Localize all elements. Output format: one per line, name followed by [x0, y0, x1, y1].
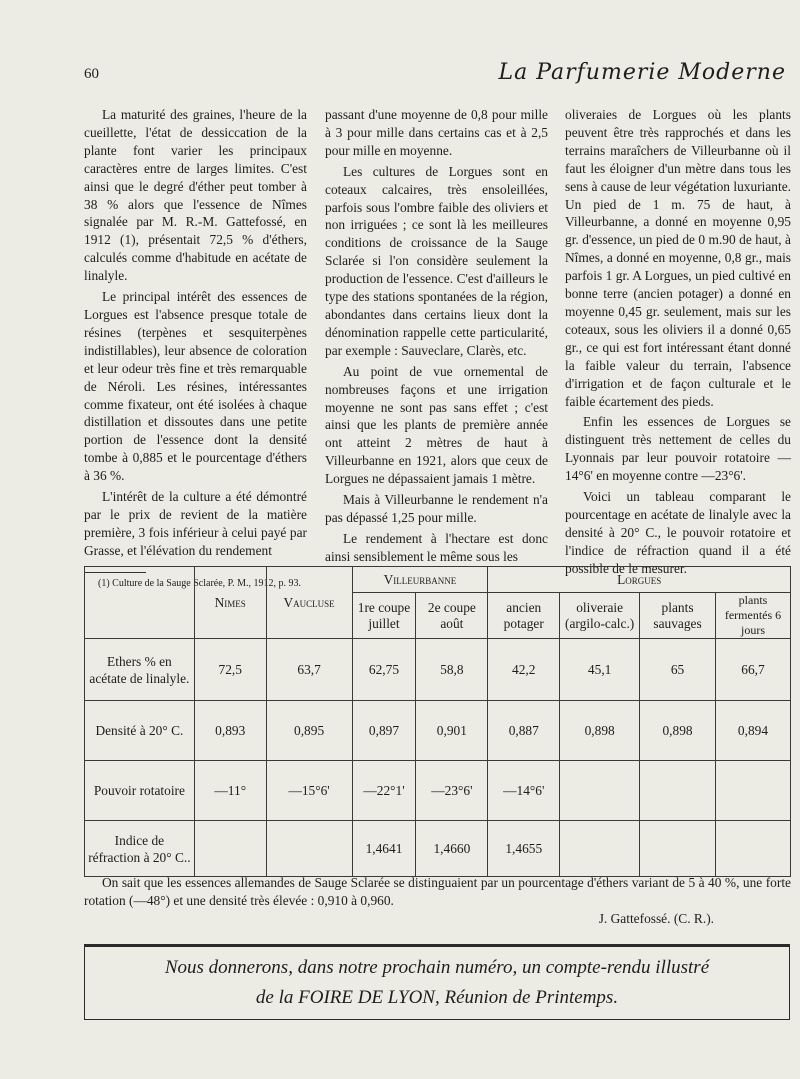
- row-label-pouvoir-rotatoire: Pouvoir rotatoire: [85, 761, 195, 821]
- header-plants-fermentes: plants fermentés 6 jours: [716, 593, 791, 639]
- table-corner: [85, 567, 195, 639]
- paragraph: Voici un tableau comparant le pourcentage en acétate de linalyle avec la densité à 20° C., le pouvoir rotatoire et l'indice de réfraction quand il a été possible de le mesurer.: [565, 489, 791, 576]
- paragraph: La maturité des graines, l'heure de la cueillette, l'état de dessiccation de la plante font varier les principaux caractères entre de larges limites. C'est ainsi que le degré d'éther peut tomber à 38 % alors que l'essence de Nîmes signalée par M. R.-M. Gattefossé, en 1912 (1), présentait 72,5 % d'éthers, calculés comme d'habitude en acétate de linalyle.: [84, 107, 307, 284]
- header-vaucluse: Vaucluse: [266, 567, 352, 639]
- table-row: [85, 639, 791, 701]
- cell: 42,2: [488, 639, 560, 701]
- table-row: [85, 821, 791, 877]
- cell: 0,893: [194, 701, 266, 761]
- cell: 72,5: [194, 639, 266, 701]
- header-nimes: Nimes: [194, 567, 266, 639]
- cell: —11°: [194, 761, 266, 821]
- cell: 0,897: [352, 701, 416, 761]
- paragraph: Au point de vue ornemental de nombreuses façons et une irrigation moyenne ne sont pas sans effet ; c'est ainsi que les plants de première année ont atteint 2 mètres de haut à Villeurbanne en 1921, alors que ceux de Lorgues ne dépassaient jamais 1 mètre.: [325, 363, 548, 487]
- cell: 0,894: [716, 701, 791, 761]
- announcement-box: [84, 944, 790, 1020]
- cell: [560, 761, 640, 821]
- paragraph: Le rendement à l'hectare est donc ainsi sensiblement le même sous les: [325, 530, 548, 564]
- cell: 45,1: [560, 639, 640, 701]
- cell: [640, 761, 716, 821]
- paragraph: oliveraies de Lorgues où les plants peuvent être très rapprochés et dans les terrains maraîchers de Villeurbanne où il faut les éloigner d'un mètre dans tous les sens à cause de leur végétation luxuriante. Un pied de 1 m. 75 de haut, à Villeurbanne, a donné en moyenne 0,95 gr. d'essence, un pied de 0 m.90 de haut, à Nîmes, a donné en moyenne, 0,8 gr., mais parfois 1 gr. A Lorgues, un pied cultivé en bonne terre (ancien potager) a donné en moyenne 0,45 gr. seulement, mais sur les coteaux, sous les oliviers il a donné 0,65 gr., ce qui est fort intéressant étant donné la faible valeur du terrain, l'absence d'irrigation et de façon culturale et le faible écartement des pieds.: [565, 107, 791, 409]
- comparison-table: [84, 566, 791, 877]
- cell: [194, 821, 266, 877]
- cell: [266, 821, 352, 877]
- cell: 1,4660: [416, 821, 488, 877]
- cell: —22°1': [352, 761, 416, 821]
- table-row: [85, 701, 791, 761]
- cell: [716, 821, 791, 877]
- publication-title: La Parfumerie Moderne: [498, 60, 786, 85]
- page-number: 60: [84, 66, 99, 82]
- table-row: [85, 761, 791, 821]
- cell: 1,4655: [488, 821, 560, 877]
- cell: [640, 821, 716, 877]
- author-signature: J. Gattefossé. (C. R.).: [598, 911, 714, 926]
- cell: 65: [640, 639, 716, 701]
- paragraph: Le principal intérêt des essences de Lorgues est l'absence presque totale de résines (terpènes et sesquiterpènes indistillables), leur absence de coloration et leur odeur très fine et très remarquable de Néroli. Les résines, intéressantes comme fixateur, ont été isolées à chaque distillation et dissoutes dans une petite portion de l'essence dont la densité tombe à 0,885 et le pourcentage d'éthers à 36 %.: [84, 289, 307, 484]
- header-deuxieme-coupe: 2e coupe août: [416, 593, 488, 639]
- cell: —14°6': [488, 761, 560, 821]
- header-plants-sauvages: plants sauvages: [640, 593, 716, 639]
- cell: —15°6': [266, 761, 352, 821]
- group-villeurbanne: Villeurbanne: [352, 567, 488, 593]
- paragraph: Mais à Villeurbanne le rendement n'a pas dépassé 1,25 pour mille.: [325, 492, 548, 525]
- group-lorgues: Lorgues: [488, 567, 791, 593]
- cell: 58,8: [416, 639, 488, 701]
- text-column-1: [84, 106, 307, 590]
- paragraph: passant d'une moyenne de 0,8 pour mille à 3 pour mille dans certains cas et à 2,5 pour mille en moyenne.: [325, 107, 548, 158]
- cell: [716, 761, 791, 821]
- paragraph: L'intérêt de la culture a été démontré par le prix de revient de la matière première, 3 fois inférieur à celui payé par Grasse, et l'élévation du rendement: [84, 489, 307, 558]
- announcement-line-1: Nous donnerons, dans notre prochain numéro, un compte-rendu illustré: [164, 957, 710, 978]
- cell: 0,898: [640, 701, 716, 761]
- paragraph: Les cultures de Lorgues sont en coteaux calcaires, très ensoleillées, parfois sous l'ombre faible des oliviers et non irriguées ; ce sont là les meilleures conditions de croissance de la Sauge Sclarée si l'on considère seulement la production de l'essence. C'est d'ailleurs le type des stations spontanées de la région, abondantes dans certains lieux dont la dénomination rappelle cette particularité, par exemple : Sauveclare, Clarès, etc.: [325, 163, 548, 358]
- cell: —23°6': [416, 761, 488, 821]
- announcement-line-2: de la FOIRE DE LYON, Réunion de Printemps.: [255, 987, 619, 1008]
- cell: 62,75: [352, 639, 416, 701]
- cell: 0,887: [488, 701, 560, 761]
- row-label-ethers: Ethers % en acétate de linalyle.: [85, 639, 195, 701]
- cell: 0,901: [416, 701, 488, 761]
- header-premiere-coupe: 1re coupe juillet: [352, 593, 416, 639]
- header-ancien-potager: ancien potager: [488, 593, 560, 639]
- cell: 66,7: [716, 639, 791, 701]
- cell: 0,895: [266, 701, 352, 761]
- footnote: (1) Culture de la Sauge Sclarée, P. M., 1912, p. 93.: [98, 577, 302, 589]
- header-oliveraie: oliveraie (argilo-calc.): [560, 593, 640, 639]
- cell: 1,4641: [352, 821, 416, 877]
- paragraph: Enfin les essences de Lorgues se distinguent très nettement de celles du Lyonnais par leur pouvoir rotatoire —14°6' en moyenne contre —23°6'.: [565, 414, 791, 484]
- row-label-densite: Densité à 20° C.: [85, 701, 195, 761]
- cell: [560, 821, 640, 877]
- text-column-2: [325, 106, 548, 566]
- closing-paragraph: On sait que les essences allemandes de Sauge Sclarée se distinguaient par un pourcentage d'éthers variant de 5 à 40 %, une forte rotation (—48°) et une densité très élevée : 0,910 à 0,960.: [84, 875, 791, 908]
- text-column-3: [565, 106, 791, 578]
- cell: 0,898: [560, 701, 640, 761]
- cell: 63,7: [266, 639, 352, 701]
- row-label-indice-refraction: Indice de réfraction à 20° C..: [85, 821, 195, 877]
